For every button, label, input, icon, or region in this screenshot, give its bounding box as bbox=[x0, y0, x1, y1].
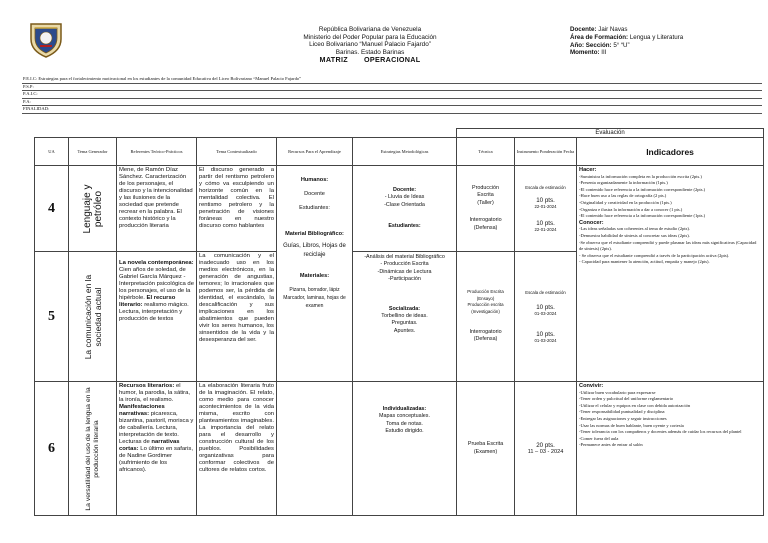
table-row bbox=[35, 382, 764, 516]
estrategias-item: -Análisis del material Bibliográfico bbox=[364, 254, 445, 260]
instrumento-cell bbox=[515, 382, 577, 516]
tecnica-item: Interrogatorio bbox=[469, 217, 502, 224]
tecnica-item: Producción bbox=[472, 184, 500, 191]
col-contextualizado: Tema Contextualizado bbox=[197, 138, 277, 166]
tecnica-cell bbox=[457, 166, 515, 252]
col-indicadores: Indicadores bbox=[577, 138, 764, 166]
fecha: 11 – 03 - 2024 bbox=[527, 449, 564, 455]
col-recursos: Recursos Para el Aprendizaje bbox=[277, 138, 353, 166]
ponderacion: 10 pts. bbox=[536, 196, 555, 204]
recursos-item: Guías, Libros, Hojas de reciclaje bbox=[283, 243, 346, 258]
referentes-cell bbox=[117, 252, 197, 382]
operational-matrix-table bbox=[34, 128, 764, 516]
tecnica-item: (Defensa) bbox=[473, 336, 498, 343]
table-row bbox=[35, 166, 764, 252]
fecha: 01-03-2024 bbox=[534, 310, 557, 316]
referentes-bold: La novela contemporánea: bbox=[119, 260, 194, 266]
indicador-item: -Tener orden y pulcritud del uniforme reglamentario bbox=[579, 396, 674, 402]
school-crest-logo bbox=[27, 21, 65, 59]
indicador-item: - Capacidad para mantener la atención, actitud, empatía y manejo (2pts). bbox=[579, 259, 710, 265]
indicador-item: -Demuestra habilidad de síntesis al concretar sus ideas (2pts). bbox=[579, 232, 690, 238]
tecnica-item: Producción escrita bbox=[467, 302, 504, 308]
ponderacion: 10 pts. bbox=[536, 330, 555, 338]
col-ua: UA bbox=[35, 138, 69, 166]
referentes-bold: Recursos literarios: bbox=[119, 383, 175, 389]
instrumento-cell bbox=[515, 166, 577, 252]
teacher-field: Docente: Jair Navas bbox=[570, 26, 628, 33]
referentes-text: picaresca, bizantina, pastoril, morisca y de caballería. Lectura, interpretación de texto. Lecturas de bbox=[119, 411, 194, 445]
tecnica-item: (Defensa) bbox=[473, 224, 498, 231]
evaluation-header: Evaluación bbox=[457, 129, 764, 138]
indicador-item: -Presenta organizadamente la información (1pts.) bbox=[579, 180, 668, 186]
tema-cell bbox=[69, 382, 117, 516]
ua-number: 6 bbox=[35, 382, 69, 516]
indicador-item: -Originalidad y creatividad en la producción (1pts.) bbox=[579, 199, 672, 205]
indicador-item: -Utilizar buen vocabulario para expresarse bbox=[579, 389, 656, 395]
referentes-text: el humor, la parodia, la sátira, la ironía, el realismo. bbox=[119, 383, 191, 403]
estrategias-item: Preguntas. bbox=[391, 320, 418, 327]
estrategias-item: Torbellino de ideas. bbox=[381, 313, 428, 320]
referentes-text: Cien años de soledad, de Gabriel García Márquez - Interpretación psicológica de los personajes, el uso de la hipérbole. bbox=[119, 267, 194, 301]
instrumento-item: Escala de estimación bbox=[525, 184, 566, 190]
estrategias-item: -Clase Orientada bbox=[384, 201, 425, 208]
estrategias-title: Estudiantes: bbox=[388, 222, 421, 229]
recursos-item: Estudiantes: bbox=[299, 205, 330, 211]
referentes-bold: El recurso literario: bbox=[119, 295, 176, 308]
tema-cell bbox=[69, 252, 117, 382]
indicador-item: -Organiza e ilustra la información a dar a conocer (1 pts.) bbox=[579, 206, 683, 212]
psp-line: P.S.P: bbox=[22, 84, 762, 92]
indicadores-cell bbox=[577, 166, 764, 382]
estrategias-item: Apuntes. bbox=[393, 327, 416, 334]
peic-line: P.E.I.C: Estrategias para el fortalecimiento motivacional en los estudiantes de la comunidad Educativa del Liceo Bolivariano “Manuel Palacio Fajardo” bbox=[22, 76, 762, 84]
col-referentes: Referentes Teórico-Prácticos bbox=[117, 138, 197, 166]
pa-line: P.A: bbox=[22, 99, 762, 107]
ponderacion: 20 pts. bbox=[536, 442, 555, 449]
header-line-republic: República Bolivariana de Venezuela bbox=[318, 26, 422, 33]
estrategias-item: - Lluvia de Ideas bbox=[384, 194, 425, 201]
col-tema: Tema Generador bbox=[69, 138, 117, 166]
project-lines bbox=[22, 76, 762, 114]
indicadores-title-hacer: Hacer: bbox=[579, 167, 597, 173]
tecnica-item: (Investigación) bbox=[471, 308, 500, 314]
contextualizado-cell: La elaboración literaria fruto de la imaginación. El relato, como medio para conocer acontecimientos de la vida misma, escrito con planteamientos imaginables. La importancia del relato para el desarrollo y construcción cultural de los pueblos. Posibilidades organizativas para conformar colectivos de cultores de relatos cortos. bbox=[197, 382, 277, 516]
header-line-city: Barinas. Estado Barinas bbox=[335, 48, 405, 56]
ponderacion: 10 pts. bbox=[536, 219, 555, 227]
institution-header bbox=[230, 26, 510, 64]
indicador-item: -Se observa que el estudiante comprendió y puede plasmar las ideas más significativas (Capacidad de síntesis) (2pts). bbox=[579, 239, 757, 252]
referentes-text: realismo mágico. Lectura, interpretación y producción de textos bbox=[119, 302, 189, 322]
instrumento-item: Escala de estimación bbox=[525, 289, 566, 295]
fecha: 01-03-2024 bbox=[534, 337, 557, 343]
indicador-item: -Las ideas señaladas son coherentes al tema de estudio (2pts). bbox=[579, 226, 690, 232]
estrategias-item: Estudio dirigido. bbox=[385, 428, 424, 435]
indicador-item: - Se observa que el estudiante comprendió a través de la participación activa (2pts). bbox=[579, 252, 730, 258]
estrategias-title: Individualizadas: bbox=[382, 406, 427, 412]
estrategias-item: -Participación bbox=[388, 276, 421, 283]
indicadores-cell bbox=[577, 382, 764, 516]
tecnica-item: Escrita bbox=[477, 192, 494, 199]
recursos-item: Docente bbox=[304, 191, 325, 197]
indicador-item: -Comer fuera del aula bbox=[579, 435, 619, 441]
tema-label: Lenguaje y petróleo bbox=[81, 184, 104, 233]
contextualizado-cell: La comunicación y el inadecuado uso en los medios electrónicos, en la generación de angustias, temores; lo irracionales que podemos ser, la pérdida de identidad, el escándalo, la descalificación y sus implicaciones en los abatimientos que pueden vivir los seres humanos, los sinsentidos de la vida y la desesperanza del ser. bbox=[197, 252, 277, 382]
referentes-bold: Manifestaciones narrativas: bbox=[119, 404, 165, 417]
estrategias-item: - Producción Escrita bbox=[380, 261, 429, 268]
recursos-item: Pizarra, borrador, lápiz Marcador, laminas, hojas de examen bbox=[283, 287, 346, 309]
indicador-item: -El contenido hace referencia a la información correspondiente (1pts.) bbox=[579, 213, 706, 219]
ua-number: 4 bbox=[35, 166, 69, 252]
recursos-title-materiales: Materiales: bbox=[299, 273, 330, 279]
estrategias-item: -Dinámicas de Lectura bbox=[377, 268, 432, 275]
contextualizado-cell: El discurso generado a partir del rentismo petrolero y cómo va esculpiendo un horizonte común en la mentalidad colectiva. El rentismo petrolero y la penetración de visiones foráneas en nuestro discurso como hablantes bbox=[197, 166, 277, 252]
referentes-bold: narrativas cortas: bbox=[119, 439, 180, 452]
col-estrategias: Estrategias Metodológicas bbox=[353, 138, 457, 166]
estrategias-item: Toma de notas. bbox=[386, 420, 423, 427]
paic-line: P.A.I.C: bbox=[22, 91, 762, 99]
indicador-item: -Suministra la información completa en la producción escrita (2pts.) bbox=[579, 173, 702, 179]
estrategias-cell bbox=[353, 166, 457, 252]
indicador-item: -Hace buen uso a las reglas de ortografía (2 pts.) bbox=[579, 193, 667, 199]
tecnica-item: Prueba Escrita bbox=[467, 441, 504, 448]
matrix-title: MATRIZ OPERACIONAL bbox=[319, 55, 421, 65]
ponderacion: 10 pts. bbox=[536, 303, 555, 311]
fecha: 22-01-2024 bbox=[534, 226, 557, 232]
finalidad-line: FINALIDAD: bbox=[22, 106, 762, 114]
tecnica-item: (Taller) bbox=[477, 199, 494, 206]
tema-label: La comunicación en la sociedad actual bbox=[82, 274, 103, 359]
indicador-item: -Tener responsabilidad puntualidad y disciplina bbox=[579, 409, 665, 415]
fecha: 22-01-2024 bbox=[534, 203, 557, 209]
tema-cell bbox=[69, 166, 117, 252]
moment-field: Momento: III bbox=[570, 49, 607, 57]
col-instrumento: Instrumento Ponderación Fecha bbox=[515, 138, 577, 166]
col-tecnica: Técnica bbox=[457, 138, 515, 166]
recursos-title-bibliografico: Material Bibliográfico: bbox=[285, 231, 344, 237]
indicador-item: -Tener tolerancia con los compañeros y docentes además de cuidar los recursos del plantel bbox=[579, 429, 742, 435]
recursos-cell-empty bbox=[277, 382, 353, 516]
area-field: Área de Formación: Lengua y Literatura bbox=[570, 33, 684, 41]
indicador-item: -Permanece antes de entrar al salón bbox=[579, 442, 643, 448]
teacher-info bbox=[570, 26, 760, 57]
header-line-school: Liceo Bolivariano “Manuel Palacio Fajardo” bbox=[309, 41, 431, 49]
indicadores-title-convivir: Convivir: bbox=[579, 383, 604, 389]
header-line-ministry: Ministerio del Poder Popular para la Educación bbox=[303, 33, 437, 41]
tema-label: La versatilidad del uso de la lengua en la producción literaria bbox=[84, 386, 100, 511]
referentes-cell: Mene, de Ramón Díaz Sánchez. Caracterización de los personajes, el discurso y la intencionalidad y las ilusiones de la sociedad que pretende recrear en la palabra. El contexto histórico y la producción literaria bbox=[117, 166, 197, 252]
estrategias-cell bbox=[353, 382, 457, 516]
recursos-title-humanos: Humanos: bbox=[300, 177, 329, 183]
indicador-item: -Usar las normas de buen hablante, buen oyente y cortesía bbox=[579, 422, 684, 428]
estrategias-item: Mapas conceptuales. bbox=[379, 413, 430, 420]
indicador-item: -Utilizar el celular y equipos en clase con debida autorización bbox=[579, 402, 691, 408]
tecnica-item: Interrogatorio bbox=[469, 328, 502, 335]
referentes-text: Lo último en safaris, de Nadine Gordimer (sufrimiento de los africanos). bbox=[119, 446, 194, 473]
tecnica-cell bbox=[457, 382, 515, 516]
ua-number: 5 bbox=[35, 252, 69, 382]
tecnica-cell bbox=[457, 252, 515, 382]
recursos-cell bbox=[277, 166, 353, 382]
indicador-item: -El contenido hace referencia a la información correspondiente (2pts.) bbox=[579, 186, 706, 192]
instrumento-cell bbox=[515, 252, 577, 382]
year-section-field: Año: Sección: 5° “U” bbox=[570, 41, 630, 49]
indicador-item: -Entregar las asignaciones y seguir instrucciones bbox=[579, 415, 667, 421]
indicadores-title-conocer: Conocer: bbox=[579, 219, 604, 226]
tecnica-item: (Ensayo) bbox=[476, 295, 495, 301]
estrategias-cell bbox=[353, 252, 457, 382]
referentes-cell bbox=[117, 382, 197, 516]
estrategias-title: Docente: bbox=[392, 186, 417, 193]
estrategias-title: Socializada: bbox=[388, 305, 421, 312]
tecnica-item: Producción Escrita bbox=[467, 289, 504, 295]
tecnica-item: (Examen) bbox=[473, 448, 498, 455]
